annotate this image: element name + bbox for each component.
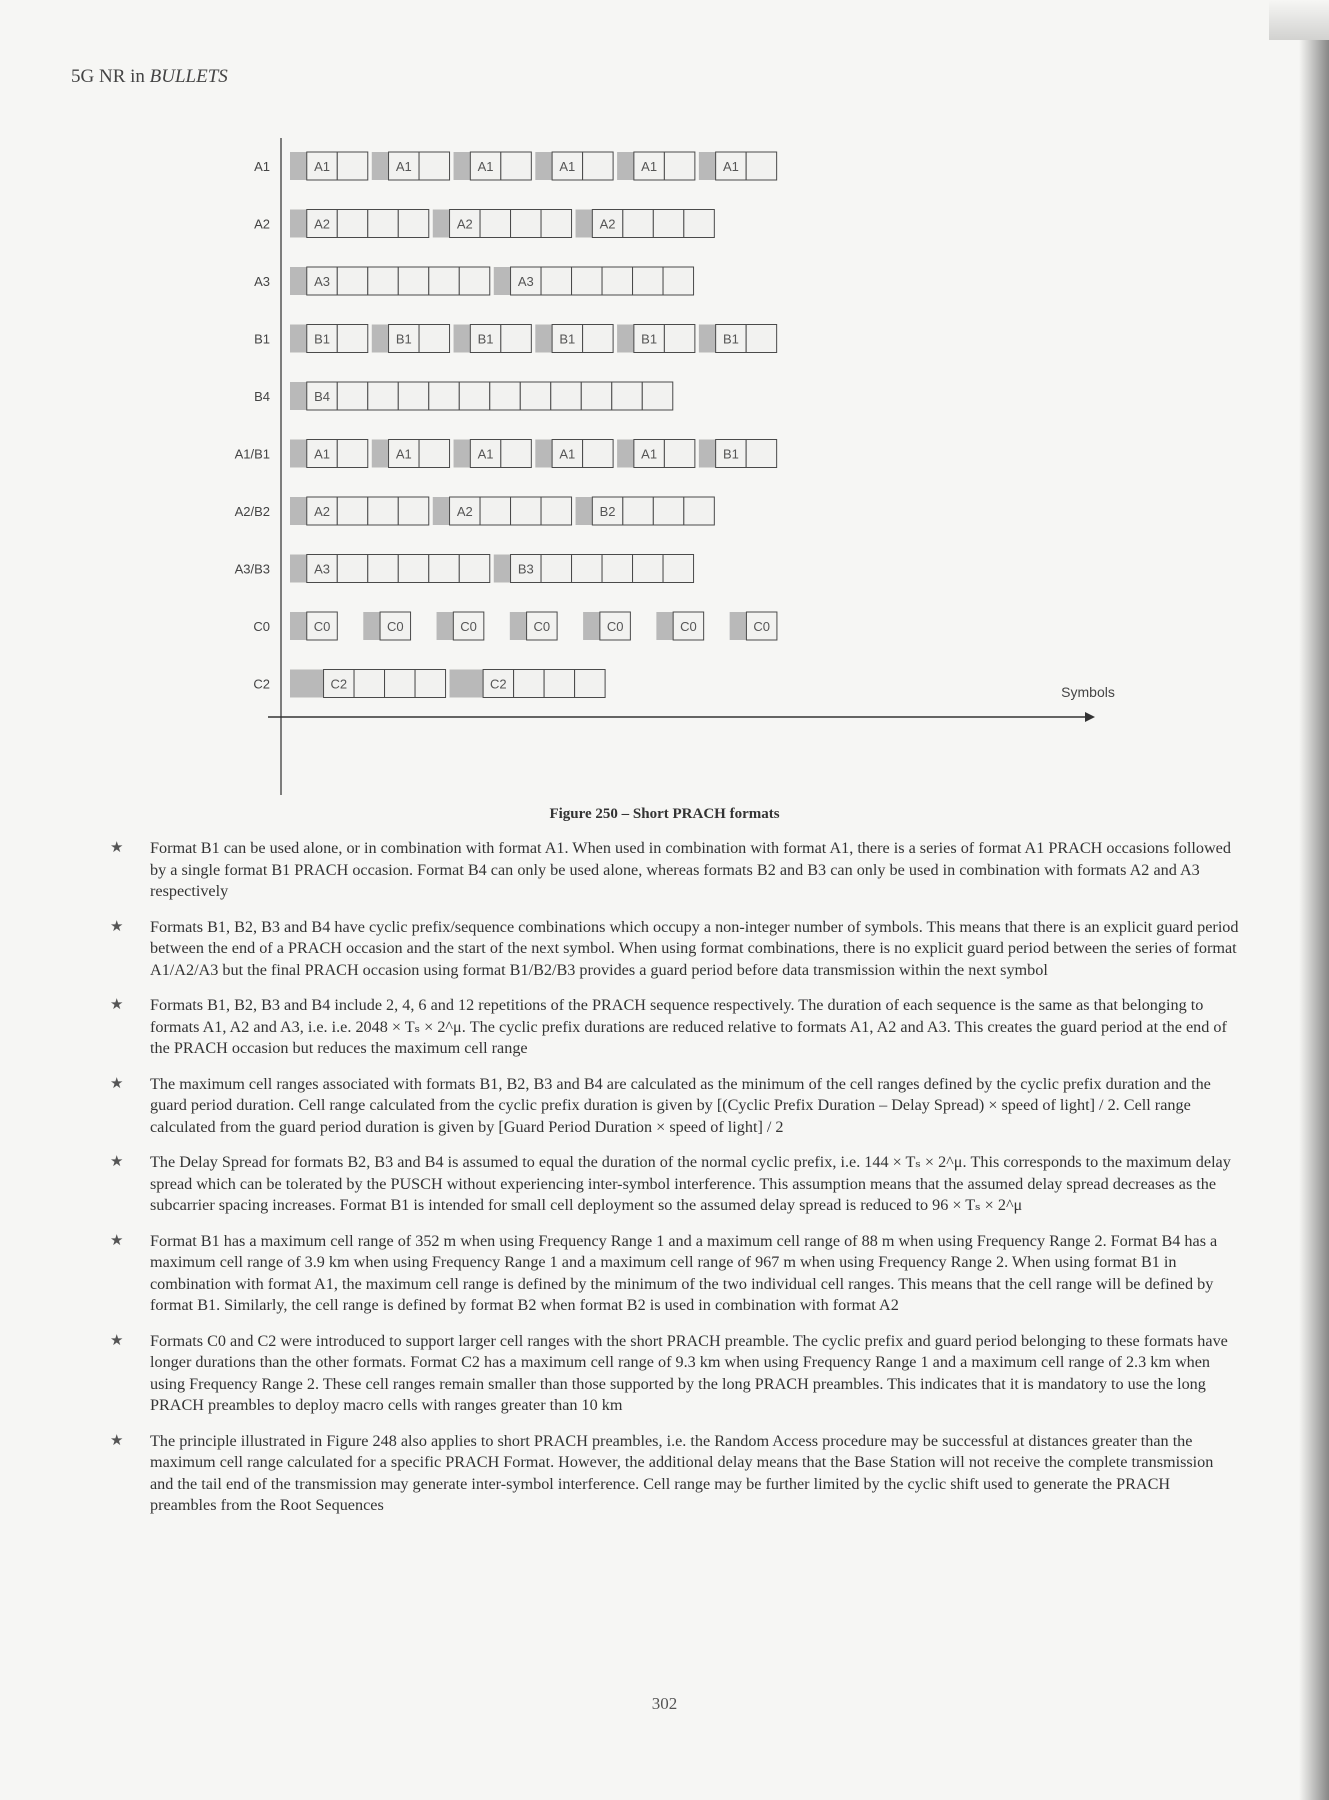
- cyclic-prefix-block: [656, 612, 673, 640]
- sequence-cell: [337, 555, 368, 583]
- block-label: B4: [314, 389, 330, 404]
- axis-label-symbols: Symbols: [1061, 684, 1115, 700]
- bullet-item: [110, 1074, 1240, 1139]
- block-label: A2: [456, 504, 473, 519]
- bullet-text: Formats B1, B2, B3 and B4 include 2, 4, 6 and 12 repetitions of the PRACH sequence respectively. The duration of each sequence is the same as that belonging to formats A1, A2 and A3, i.e. i.e. 2048 × Tₛ × 2^μ. The cyclic prefix durations are reduced relative to formats A1, A2 and A3. This creates the guard period at the end of the PRACH occasion but reduces the maximum cell range: [150, 996, 1227, 1057]
- sequence-cell: [664, 325, 695, 353]
- block-label: C0: [606, 619, 624, 634]
- row-label: A1: [254, 159, 270, 174]
- cyclic-prefix-block: [730, 612, 747, 640]
- sequence-cell: [653, 497, 684, 525]
- sequence-cell: [419, 325, 450, 353]
- block-label: C0: [753, 619, 770, 634]
- cyclic-prefix-block: [290, 325, 307, 353]
- sequence-cell: [337, 382, 368, 410]
- block-label: B1: [722, 331, 739, 347]
- sequence-cell: [684, 497, 715, 525]
- cyclic-prefix-block: [290, 152, 307, 180]
- sequence-cell: [544, 670, 575, 698]
- block-label: B1: [477, 331, 494, 347]
- sequence-cell: [385, 670, 416, 698]
- bullet-item: [110, 1231, 1240, 1317]
- cyclic-prefix-block: [510, 612, 527, 640]
- bullet-text: The Delay Spread for formats B2, B3 and B4 is assumed to equal the duration of the normal cyclic prefix, i.e. 144 × Tₛ × 2^μ. This corresponds to the maximum delay spread which can be tolerated by the PUSCH without experiencing inter-symbol interference. This assumption means that the assumed delay spread decreases as the subcarrier spacing increases. Format B1 is intended for small cell deployment so the assumed delay spread is reduced to 96 × Tₛ × 2^μ: [150, 1153, 1231, 1214]
- sequence-cell: [746, 152, 777, 180]
- cyclic-prefix-block: [494, 267, 511, 295]
- block-label: A2: [314, 504, 330, 519]
- bullet-text: Format B1 has a maximum cell range of 352 m when using Frequency Range 1 and a maximum cell range of 88 m when using Frequency Range 2. Format B4 has a maximum cell range of 3.9 km when using Frequency Range 1 and a maximum cell range of 967 m when using Frequency Range 2. When using format B1 in combination with format A1, the maximum cell range is defined by the minimum of the two individual cell ranges. This means that the cell range will be defined by format B1. Similarly, the cell range is defined by format B2 when format B2 is used in combination with format A2: [150, 1231, 1218, 1314]
- sequence-cell: [653, 210, 684, 238]
- block-label: A1: [722, 159, 739, 174]
- sequence-cell: [368, 382, 399, 410]
- block-label: A2: [456, 216, 473, 232]
- page-edge-top: [1269, 0, 1329, 40]
- block-label: A1: [395, 159, 412, 174]
- sequence-cell: [623, 210, 654, 238]
- block-label: B1: [641, 331, 658, 347]
- sequence-cell: [575, 670, 606, 698]
- block-label: A1: [559, 446, 576, 462]
- star-bullet-icon: ★: [110, 918, 124, 935]
- cyclic-prefix-block: [290, 382, 307, 410]
- sequence-cell: [623, 497, 654, 525]
- block-label: B1: [722, 446, 739, 462]
- cyclic-prefix-block: [290, 267, 307, 295]
- block-label: A1: [477, 159, 494, 174]
- row-label: A1/B1: [234, 446, 270, 462]
- sequence-cell: [337, 325, 368, 353]
- sequence-cell: [602, 555, 633, 583]
- sequence-cell: [663, 555, 694, 583]
- sequence-cell: [551, 382, 582, 410]
- cyclic-prefix-block: [372, 325, 389, 353]
- cyclic-prefix-block: [433, 210, 450, 238]
- block-label: A2: [314, 216, 330, 232]
- bullet-item: [110, 838, 1240, 903]
- star-bullet-icon: ★: [110, 840, 124, 856]
- cyclic-prefix-block: [290, 670, 324, 698]
- cyclic-prefix-block: [290, 555, 307, 583]
- header-prefix: 5G NR in: [71, 66, 150, 87]
- cyclic-prefix-block: [290, 440, 307, 468]
- sequence-cell: [746, 440, 777, 468]
- cyclic-prefix-block: [535, 325, 552, 353]
- cyclic-prefix-block: [583, 612, 600, 640]
- sequence-cell: [429, 382, 460, 410]
- bullet-text: Format B1 can be used alone, or in combination with format A1. When used in combination with format A1, there is a series of format A1 PRACH occasions followed by a single format B1 PRACH occasion. Format B4 can only be used alone, whereas formats B2 and B3 can only be used in combination with formats A2 and A3 respectively: [150, 839, 1231, 900]
- star-bullet-icon: ★: [110, 1232, 124, 1249]
- sequence-cell: [572, 267, 603, 295]
- sequence-cell: [642, 382, 673, 410]
- header-italic: BULLETS: [149, 66, 228, 87]
- cyclic-prefix-block: [576, 210, 593, 238]
- block-label: C2: [490, 676, 507, 692]
- sequence-cell: [459, 267, 490, 295]
- block-label: A3: [517, 274, 534, 289]
- prach-format-diagram: [0, 130, 1329, 810]
- row-label: A2/B2: [234, 504, 270, 519]
- sequence-cell: [368, 555, 399, 583]
- sequence-cell: [337, 210, 368, 238]
- cyclic-prefix-block: [535, 440, 552, 468]
- sequence-cell: [583, 440, 614, 468]
- sequence-cell: [511, 497, 542, 525]
- sequence-cell: [368, 497, 399, 525]
- sequence-cell: [337, 152, 368, 180]
- cyclic-prefix-block: [617, 152, 634, 180]
- cyclic-prefix-block: [433, 497, 450, 525]
- sequence-cell: [541, 555, 572, 583]
- sequence-cell: [415, 670, 446, 698]
- block-label: B1: [314, 331, 330, 347]
- row-label: B4: [254, 389, 270, 404]
- diagram-canvas: [0, 130, 1329, 810]
- sequence-cell: [541, 497, 572, 525]
- sequence-cell: [583, 152, 614, 180]
- sequence-cell: [459, 555, 490, 583]
- sequence-cell: [368, 267, 399, 295]
- cyclic-prefix-block: [617, 440, 634, 468]
- sequence-cell: [633, 267, 664, 295]
- cyclic-prefix-block: [699, 152, 716, 180]
- block-label: B1: [395, 331, 412, 347]
- sequence-cell: [368, 210, 399, 238]
- sequence-cell: [684, 210, 715, 238]
- block-label: A1: [314, 159, 330, 174]
- sequence-cell: [429, 555, 460, 583]
- row-label: C2: [253, 676, 270, 692]
- sequence-cell: [612, 382, 643, 410]
- sequence-cell: [398, 210, 429, 238]
- cyclic-prefix-block: [290, 210, 307, 238]
- sequence-cell: [480, 497, 511, 525]
- block-label: C0: [386, 619, 404, 634]
- block-label: B1: [559, 331, 576, 347]
- bullet-list: [110, 838, 1240, 1531]
- cyclic-prefix-block: [363, 612, 380, 640]
- row-label: C0: [253, 619, 270, 634]
- sequence-cell: [511, 210, 542, 238]
- cyclic-prefix-block: [535, 152, 552, 180]
- bullet-text: Formats C0 and C2 were introduced to support larger cell ranges with the short PRACH preamble. The cyclic prefix and guard period belonging to these formats have longer durations than the other formats. Format C2 has a maximum cell range of 9.3 km when using Frequency Range 1 and a maximum cell range of 2.3 km when using Frequency Range 2. These cell ranges remain smaller than those supported by the long PRACH preambles. This indicates that it is mandatory to use the long PRACH preambles to deploy macro cells with ranges greater than 10 km: [150, 1331, 1228, 1414]
- cyclic-prefix-block: [576, 497, 593, 525]
- row-label: A3/B3: [234, 561, 270, 577]
- cyclic-prefix-block: [290, 497, 307, 525]
- cyclic-prefix-block: [454, 325, 471, 353]
- block-label: A3: [314, 561, 330, 577]
- sequence-cell: [419, 440, 450, 468]
- bullet-item: [110, 1152, 1240, 1217]
- block-label: B2: [599, 504, 616, 519]
- star-bullet-icon: ★: [110, 1075, 124, 1092]
- block-label: A3: [314, 274, 330, 289]
- sequence-cell: [459, 382, 490, 410]
- sequence-cell: [663, 267, 694, 295]
- cyclic-prefix-block: [494, 555, 511, 583]
- block-label: C0: [533, 619, 551, 634]
- star-bullet-icon: ★: [110, 1432, 124, 1449]
- block-label: C0: [313, 619, 331, 634]
- sequence-cell: [429, 267, 460, 295]
- star-bullet-icon: ★: [110, 1332, 124, 1349]
- bullet-text: Formats B1, B2, B3 and B4 have cyclic prefix/sequence combinations which occupy a non-integer number of symbols. This means that there is an explicit guard period between the end of a PRACH occasion and the start of the next symbol. When using format combinations, there is no explicit guard period between the series of format A1/A2/A3 but the final PRACH occasion using format B1/B2/B3 provides a guard period before data transmission within the next symbol: [150, 917, 1239, 979]
- row-label: B1: [254, 331, 270, 347]
- sequence-cell: [501, 152, 532, 180]
- cyclic-prefix-block: [699, 440, 716, 468]
- block-label: A1: [641, 446, 658, 462]
- row-label: A3: [254, 274, 270, 289]
- sequence-cell: [501, 325, 532, 353]
- block-label: A1: [395, 446, 412, 462]
- cyclic-prefix-block: [699, 325, 716, 353]
- bullet-text: The maximum cell ranges associated with formats B1, B2, B3 and B4 are calculated as the minimum of the cell ranges defined by the cyclic prefix duration and the guard period duration. Cell range calculated from the cyclic prefix duration is given by [(Cyclic Prefix Duration – Delay Spread) × speed of light] / 2. Cell range calculated from the guard period duration is given by [Guard Period Duration × speed of light] / 2: [150, 1074, 1211, 1136]
- cyclic-prefix-block: [372, 152, 389, 180]
- sequence-cell: [664, 152, 695, 180]
- sequence-cell: [398, 382, 429, 410]
- sequence-cell: [419, 152, 450, 180]
- sequence-cell: [337, 497, 368, 525]
- running-header: [71, 66, 228, 88]
- axis-arrow-icon: [1085, 712, 1095, 722]
- cyclic-prefix-block: [437, 612, 454, 640]
- sequence-cell: [480, 210, 511, 238]
- star-bullet-icon: ★: [110, 1154, 124, 1170]
- row-label: A2: [254, 216, 270, 232]
- bullet-item: [110, 1431, 1240, 1517]
- sequence-cell: [633, 555, 664, 583]
- sequence-cell: [602, 267, 633, 295]
- cyclic-prefix-block: [372, 440, 389, 468]
- block-label: C0: [460, 619, 477, 634]
- bullet-item: [110, 917, 1240, 982]
- sequence-cell: [541, 210, 572, 238]
- sequence-cell: [746, 325, 777, 353]
- block-label: A1: [314, 446, 330, 462]
- block-label: A1: [641, 159, 658, 174]
- sequence-cell: [490, 382, 521, 410]
- block-label: B3: [517, 561, 534, 577]
- cyclic-prefix-block: [450, 670, 484, 698]
- sequence-cell: [398, 497, 429, 525]
- block-label: A2: [599, 216, 616, 232]
- bullet-item: [110, 995, 1240, 1060]
- bullet-item: [110, 1331, 1240, 1417]
- sequence-cell: [572, 555, 603, 583]
- sequence-cell: [337, 267, 368, 295]
- cyclic-prefix-block: [454, 440, 471, 468]
- sequence-cell: [581, 382, 612, 410]
- sequence-cell: [664, 440, 695, 468]
- block-label: C2: [330, 676, 348, 692]
- star-bullet-icon: ★: [110, 997, 124, 1013]
- sequence-cell: [354, 670, 385, 698]
- bullet-text: The principle illustrated in Figure 248 also applies to short PRACH preambles, i.e. the Random Access procedure may be successful at distances greater than the maximum cell range calculated for a specific PRACH Format. However, the additional delay means that the Base Station will not receive the complete transmission and the tail end of the transmission may generate inter-symbol interference. Cell range may be further limited by the cyclic shift used to generate the PRACH preambles from the Root Sequences: [150, 1431, 1214, 1514]
- block-label: A1: [559, 159, 576, 174]
- sequence-cell: [398, 555, 429, 583]
- cyclic-prefix-block: [290, 612, 307, 640]
- sequence-cell: [501, 440, 532, 468]
- sequence-cell: [514, 670, 545, 698]
- sequence-cell: [583, 325, 614, 353]
- sequence-cell: [520, 382, 551, 410]
- block-label: A1: [477, 446, 494, 462]
- block-label: C0: [680, 619, 697, 634]
- sequence-cell: [337, 440, 368, 468]
- sequence-cell: [541, 267, 572, 295]
- cyclic-prefix-block: [617, 325, 634, 353]
- sequence-cell: [398, 267, 429, 295]
- figure-caption: Figure 250 – Short PRACH formats: [549, 806, 780, 822]
- cyclic-prefix-block: [454, 152, 471, 180]
- page-number: 302: [651, 1694, 678, 1713]
